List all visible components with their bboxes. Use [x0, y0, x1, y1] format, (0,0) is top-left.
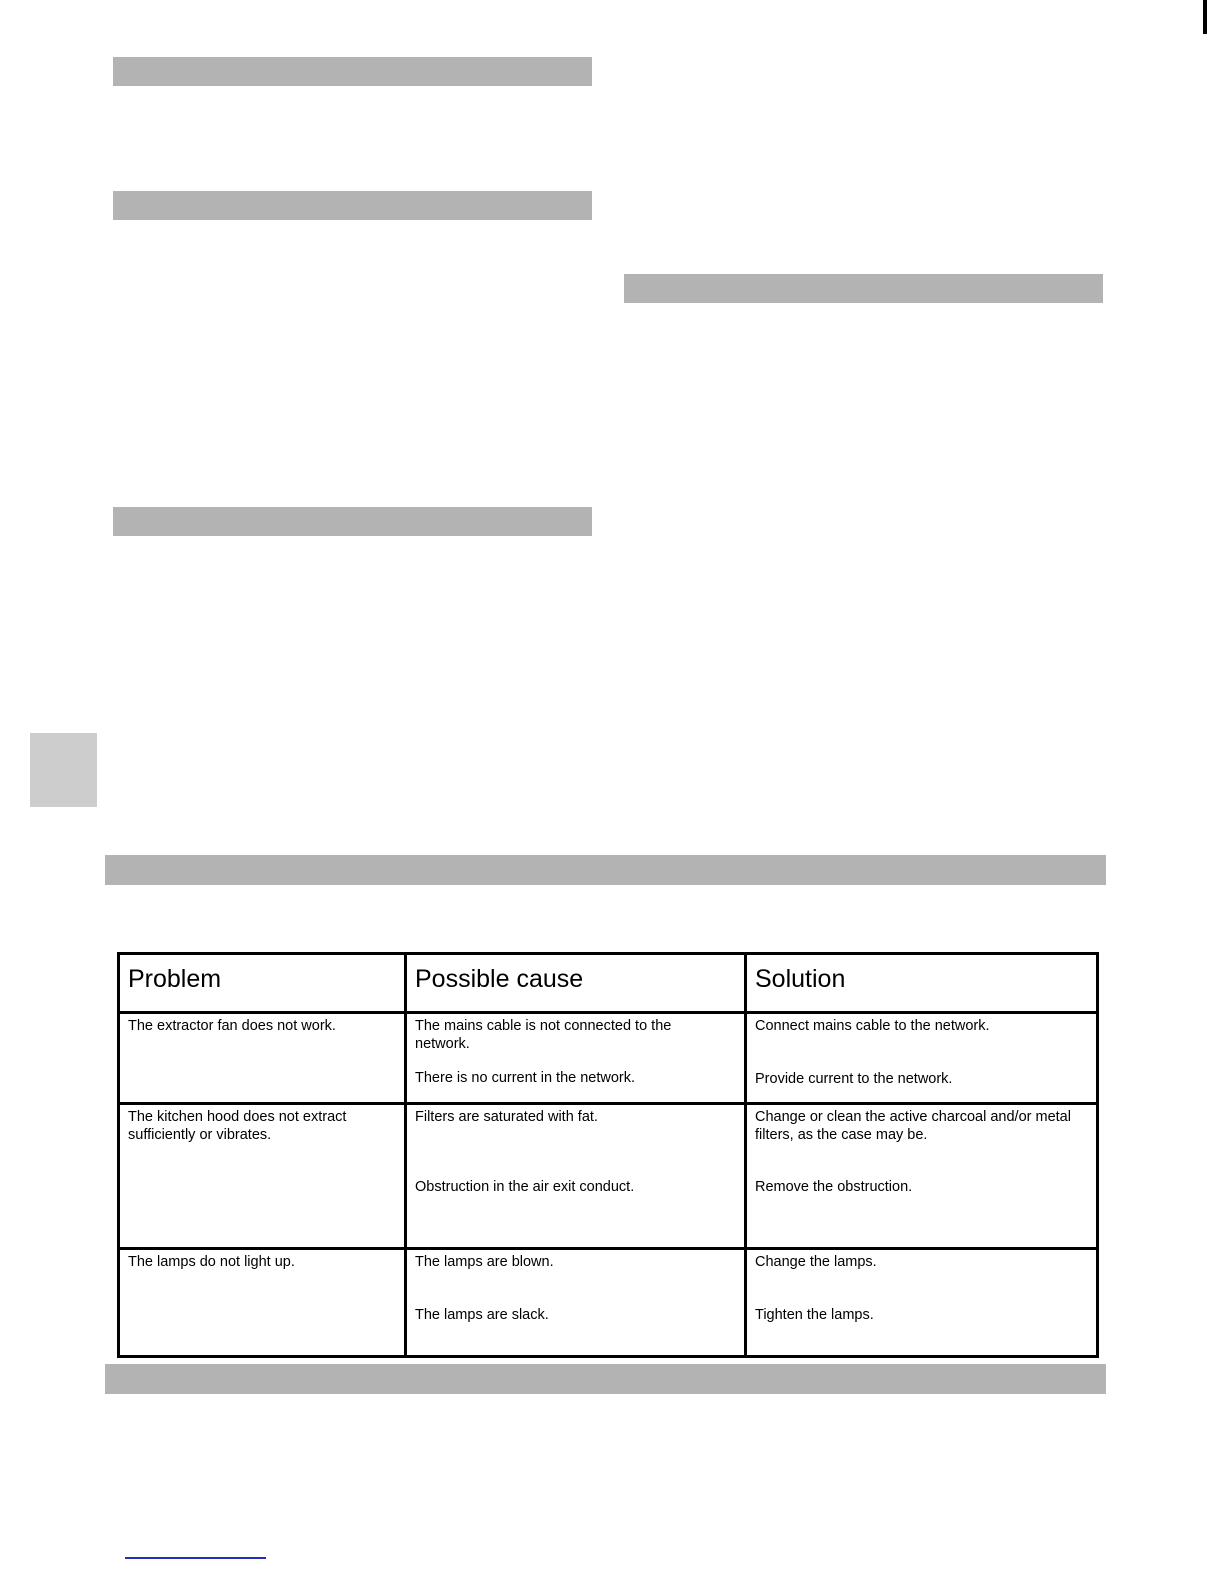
solution-cell: [746, 1249, 1098, 1357]
solution-text: Change or clean the active charcoal and/or metal: [755, 1109, 1071, 1125]
header-solution: Solution: [746, 954, 1098, 1013]
cause-text: There is no current in the network.: [415, 1070, 636, 1086]
problem-text: The kitchen hood does not extract: [128, 1109, 347, 1125]
troubleshooting-header-bar: [105, 855, 1106, 885]
solution-text: Connect mains cable to the network.: [755, 1018, 990, 1034]
solution-cell: [746, 1013, 1098, 1104]
section-header-bar: [113, 507, 592, 536]
section-header-bar: [624, 274, 1103, 303]
problem-text: The lamps do not light up.: [128, 1254, 295, 1270]
header-possible-cause: Possible cause: [406, 954, 746, 1013]
problem-cell: [119, 1249, 406, 1357]
table-row: [119, 1249, 1098, 1357]
solution-cell: [746, 1104, 1098, 1249]
cause-text: The lamps are blown.: [415, 1254, 554, 1270]
table-header-row: [119, 954, 1098, 1013]
footer-link-underline: [125, 1557, 266, 1559]
solution-text: Change the lamps.: [755, 1254, 877, 1270]
language-side-tab: [30, 733, 97, 807]
solution-text: Provide current to the network.: [755, 1070, 953, 1087]
cause-cell: [406, 1013, 746, 1104]
section-header-bar: [113, 191, 592, 220]
problem-cell: [119, 1104, 406, 1249]
problem-text: The extractor fan does not work.: [128, 1018, 336, 1034]
solution-text: Remove the obstruction.: [755, 1179, 913, 1195]
troubleshooting-table: [117, 952, 1099, 1358]
cause-text: network.: [415, 1035, 470, 1052]
cause-text: The lamps are slack.: [415, 1306, 549, 1323]
cause-cell: [406, 1104, 746, 1249]
header-problem: Problem: [119, 954, 406, 1013]
table-row: [119, 1013, 1098, 1104]
section-header-bar: [105, 1364, 1106, 1394]
problem-text: sufficiently or vibrates.: [128, 1126, 272, 1143]
section-header-bar: [113, 57, 592, 86]
cause-text: The mains cable is not connected to the: [415, 1018, 672, 1034]
cause-cell: [406, 1249, 746, 1357]
cause-text: Obstruction in the air exit conduct.: [415, 1178, 635, 1195]
table-row: [119, 1104, 1098, 1249]
problem-cell: [119, 1013, 406, 1104]
solution-text: filters, as the case may be.: [755, 1126, 928, 1143]
solution-text: Tighten the lamps.: [755, 1306, 874, 1323]
page-corner-mark: [1203, 0, 1207, 34]
cause-text: Filters are saturated with fat.: [415, 1109, 598, 1125]
